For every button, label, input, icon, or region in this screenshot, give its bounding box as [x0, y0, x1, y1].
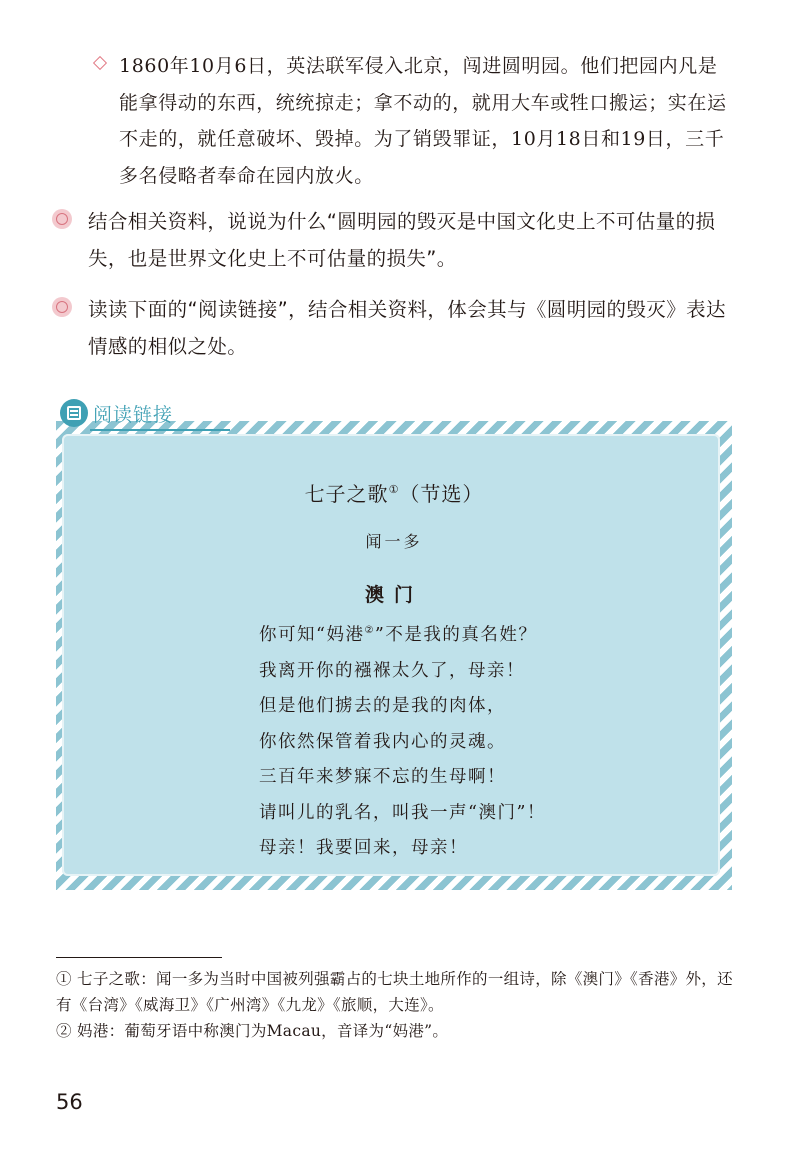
flower-bullet-icon: [52, 297, 72, 317]
poem-line: 母亲！我要回来，母亲！: [259, 838, 468, 858]
page-number: 56: [56, 1090, 83, 1114]
footnote-mark-2: ②: [364, 625, 375, 636]
poem-line: 你可知“妈港②”不是我的真名姓？: [259, 625, 538, 645]
poem-line: 我离开你的襁褓太久了，母亲！: [259, 660, 525, 681]
poem-line: 三百年来梦寐不忘的生母啊！: [259, 767, 506, 787]
footnote-1: ① 七子之歌：闻一多为当时中国被列强霸占的七块土地所作的一组诗，除《澳门》《香港》外，还有《台湾》《威海卫》《广州湾》《九龙》《旅顺，大连》。: [56, 970, 733, 1014]
poem-line: 你依然保管着我内心的灵魂。: [259, 731, 506, 752]
info-paragraph: 1860年10月6日，英法联军侵入北京，闯进圆明园。他们把园内凡是能拿得动的东西，统统掠走；拿不动的，就用大车或牲口搬运；实在运不走的，就任意破坏、毁掉。为了销毁罪证，10月18日和19日，三千多名侵略者奉命在园内放火。: [119, 55, 727, 187]
info-block: [93, 48, 733, 194]
task-text-2: 读读下面的“阅读链接”，结合相关资料，体会其与《圆明园的毁灭》表达情感的相似之处。: [88, 298, 726, 358]
diamond-bullet-icon: [93, 56, 107, 70]
poem-lines: [259, 613, 679, 867]
task-text-1: 结合相关资料，说说为什么“圆明园的毁灭是中国文化史上不可估量的损失，也是世界文化史上不可估量的损失”。: [88, 210, 716, 270]
poem-line: 但是他们掳去的是我的肉体，: [259, 696, 506, 716]
poem-subtitle: 澳门: [364, 584, 423, 606]
poem-author: 闻一多: [365, 532, 423, 551]
footnotes: [56, 966, 746, 1044]
flower-bullet-icon: [52, 209, 72, 229]
reading-link-icon: [60, 399, 88, 427]
poem-line: 请叫儿的乳名，叫我一声“澳门”！: [259, 802, 546, 823]
reading-link-underline: [90, 429, 230, 431]
task-item-2: [52, 291, 742, 365]
footnote-divider: [56, 957, 222, 958]
poem-title: 七子之歌①（节选）: [304, 482, 484, 506]
footnote-mark-1: ①: [388, 483, 400, 496]
reading-link-label: 阅读链接: [93, 404, 174, 426]
footnote-2: ② 妈港：葡萄牙语中称澳门为Macau，音译为“妈港”。: [56, 1022, 449, 1040]
task-item-1: [52, 203, 742, 277]
